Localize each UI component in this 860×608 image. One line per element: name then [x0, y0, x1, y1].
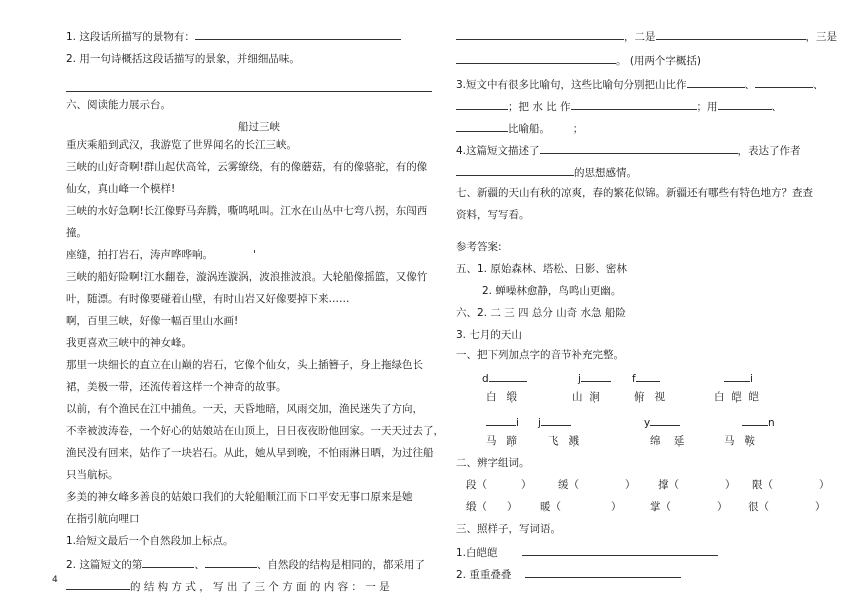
passage-para: 不幸被波涛卷，一个好心的姑娘站在山顶上，日日夜夜盼他回家。一天天过去了，: [66, 425, 444, 437]
passage-para: 重庆乘船到武汉，我游览了世界闻名的长江三峡。: [66, 139, 297, 151]
question-3: 3.短文中有很多比喻句，这些比喻句分别把山比作 、 、: [456, 76, 824, 92]
answer-6-3: 3. 七月的天山: [456, 329, 522, 341]
answer-blank[interactable]: [571, 98, 697, 110]
pinyin-blank[interactable]: y: [644, 414, 680, 430]
answer-blank[interactable]: [525, 566, 681, 578]
question-b: 2. 这篇短文的第 、 、自然段的结构是相同的，都采用了: [66, 556, 425, 572]
answers-title: 参考答案:: [456, 241, 502, 253]
question-3-end: 比喻船。 ；: [456, 120, 583, 136]
passage-para: 叶，随漂。有时像要碰着山壁，有时山岩又好像要掉下来……: [66, 293, 350, 305]
passage-para: 三峡的水好急啊!长江像野马奔腾，嘶鸣吼叫。江水在山丛中七弯八拐，东闯西: [66, 205, 428, 217]
question-2: 2. 用一句诗概括这段话描写的景象，并细细品味。: [66, 53, 300, 65]
word-pair[interactable]: 暖（ ）: [540, 501, 622, 513]
pinyin-blank[interactable]: j: [538, 414, 571, 430]
answer-blank[interactable]: [456, 164, 574, 176]
answer-5-2: 2. 蝉噪林愈静，鸟鸣山更幽。: [482, 285, 622, 297]
answer-blank[interactable]: [687, 76, 745, 88]
word: 俯 视: [634, 391, 666, 403]
word-pair[interactable]: 撑（ ）: [658, 479, 736, 491]
pinyin-blank[interactable]: f: [632, 370, 660, 386]
section-c-heading: 三、照样子，写词语。: [456, 523, 561, 535]
pinyin-blank[interactable]: d: [482, 370, 527, 386]
passage-para: 渔民没有回来，姑作了一块岩石。从此，她从早到晚，不怕雨淋日晒，为过往船: [66, 447, 434, 459]
answer-line[interactable]: [66, 80, 432, 96]
answer-blank[interactable]: [142, 556, 194, 568]
passage-para: 裙，美极一带，还流传着这样一个神奇的故事。: [66, 381, 287, 393]
word-pair[interactable]: 缎（ ）: [466, 501, 518, 513]
passage-para: 三峡的船好险啊!江水翻卷，漩涡连漩涡，波浪推波浪。大轮船像摇篮，又像竹: [66, 271, 428, 283]
example-2: 2. 重重叠叠: [456, 566, 681, 582]
answer-blank[interactable]: [456, 120, 508, 132]
question-a: 1.给短文最后一个自然段加上标点。: [66, 535, 234, 547]
answer-blank[interactable]: [66, 578, 130, 590]
answer-blank[interactable]: [718, 98, 772, 110]
answer-blank[interactable]: [456, 28, 624, 40]
answer-blank[interactable]: [456, 98, 508, 110]
passage-para: 多美的神女峰多善良的姑娘口我们的大轮船顺江而下口平安无事口原来是她: [66, 491, 413, 503]
word: 马 蹄: [486, 435, 518, 447]
word-pair[interactable]: 掌（ ）: [650, 501, 728, 513]
passage-para: 三峡的山好奇啊!群山起伏高耸，云雾缭绕，有的像蘑菇，有的像骆驼，有的像: [66, 161, 428, 173]
section-7-heading: 七、新疆的天山有秋的凉爽，春的繁花似锦。新疆还有哪些有特色地方？查查: [456, 187, 813, 199]
passage-para: 以前，有个渔民在江中捕鱼。一天，天昏地暗，风雨交加，渔民迷失了方向，: [66, 403, 423, 415]
example-1: 1.白皑皑: [456, 544, 718, 560]
passage-para: 仙女，真山峰一个模样!: [66, 183, 176, 195]
word-pair[interactable]: 缓（ ）: [558, 479, 636, 491]
pinyin-blank[interactable]: i: [724, 370, 753, 386]
word: 马 鞍: [724, 435, 756, 447]
answer-5-1: 五、1. 原始森林、塔松、日影、密林: [456, 263, 627, 275]
answer-6-2: 六、2. 二 三 四 总分 山奇 水急 船险: [456, 307, 626, 319]
passage-para: 我更喜欢三峡中的神女峰。: [66, 337, 192, 349]
passage-para: 那里一块细长的直立在山巅的岩石，它像个仙女，头上插簪子，身上拖绿色长: [66, 359, 423, 371]
answer-row: ，二是 ，三是: [456, 28, 837, 44]
passage-title: 船过三峡: [238, 121, 280, 133]
section-a-heading: 一、把下列加点字的音节补充完整。: [456, 349, 624, 361]
question-3-cont: ；把 水 比 作 ；用 、: [456, 98, 782, 114]
word: 白 皑 皑: [714, 391, 759, 403]
word-pair[interactable]: 限（ ）: [752, 479, 830, 491]
pinyin-blank[interactable]: n: [742, 414, 775, 430]
answer-blank[interactable]: [522, 544, 718, 556]
word: 飞 溅: [548, 435, 580, 447]
answer-blank[interactable]: [195, 28, 401, 40]
question-4-cont: 的思想感情。: [456, 164, 637, 180]
answer-row: 。 (用两个字概括): [456, 52, 701, 68]
answer-blank[interactable]: [456, 52, 616, 64]
pinyin-blank[interactable]: j: [578, 370, 611, 386]
section-7-cont: 资料，写写看。: [456, 209, 530, 221]
answer-blank[interactable]: [755, 76, 813, 88]
pinyin-blank[interactable]: i: [486, 414, 519, 430]
word: 白 缎: [486, 391, 518, 403]
answer-blank[interactable]: [540, 142, 738, 154]
passage-para: 座缝，拍打岩石，涛声哗哗响。 ': [66, 249, 256, 261]
passage-para: 在指引航向哩口: [66, 513, 140, 525]
word: 山 涧: [572, 391, 600, 403]
answer-blank[interactable]: [656, 28, 806, 40]
question-b-cont: 的 结 构 方 式 ， 写 出 了 三 个 方 面 的 内 容 ： 一 是: [66, 578, 390, 594]
word-pair[interactable]: 很（ ）: [748, 501, 826, 513]
passage-para: 只当航标。: [66, 469, 119, 481]
passage-para: 啊，百里三峡，好像一幅百里山水画!: [66, 315, 239, 327]
question-4: 4.这篇短文描述了 ，表达了作者: [456, 142, 801, 158]
passage-para: 撞。: [66, 227, 87, 239]
section-6-heading: 六、阅读能力展示台。: [66, 99, 171, 111]
answer-blank[interactable]: [205, 556, 257, 568]
word-pair[interactable]: 段（ ）: [466, 479, 532, 491]
question-1: 1. 这段话所描写的景物有：: [66, 28, 401, 44]
page-number: 4: [52, 575, 58, 585]
word: 绵 延: [650, 435, 685, 447]
section-b-heading: 二、辨字组词。: [456, 457, 530, 469]
